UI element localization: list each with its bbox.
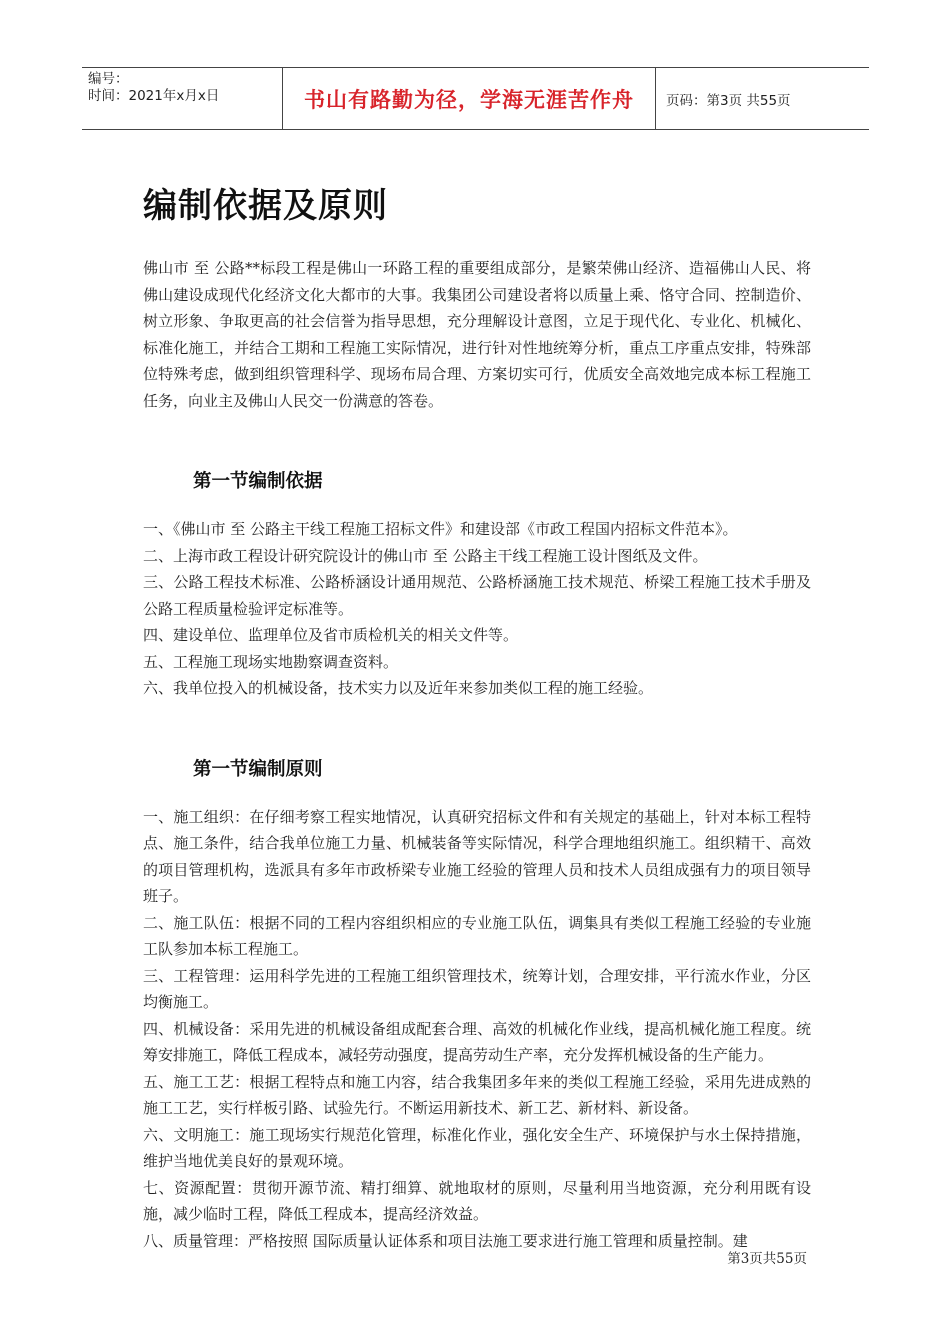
number-label: 编号： xyxy=(88,71,129,87)
header-motto: 书山有路勤为径，学海无涯苦作舟 xyxy=(282,68,656,129)
list-item: 八、质量管理：严格按照 国际质量认证体系和项目法施工要求进行施工管理和质量控制。建 xyxy=(143,1231,748,1250)
list-item: 四、机械设备：采用先进的机械设备组成配套合理、高效的机械化作业线，提高机械化施工程度。统筹安排施工，降低工程成本，减轻劳动强度，提高劳动生产率，充分发挥机械设备的生产能力。 xyxy=(143,1019,811,1064)
list-item: 三、工程管理：运用科学先进的工程施工组织管理技术，统筹计划，合理安排，平行流水作业，分区均衡施工。 xyxy=(143,966,811,1011)
list-item: 五、工程施工现场实地勘察调查资料。 xyxy=(143,652,399,671)
list-item: 一、《佛山市 至 公路主干线工程施工招标文件》和建设部《市政工程国内招标文件范本》。 xyxy=(143,520,738,538)
time-label: 时间：2021年x月x日 xyxy=(88,88,220,104)
list-item: 二、施工队伍：根据不同的工程内容组织相应的专业施工队伍，调集具有类似工程施工经验的专业施工队参加本标工程施工。 xyxy=(143,913,811,958)
list-item: 六、我单位投入的机械设备，技术实力以及近年来参加类似工程的施工经验。 xyxy=(143,679,654,697)
list-item: 二、上海市政工程设计研究院设计的佛山市 至 公路主干线工程施工设计图纸及文件。 xyxy=(143,546,708,565)
list-item: 一、施工组织：在仔细考察工程实地情况，认真研究招标文件和有关规定的基础上，针对本标工程特点、施工条件，结合我单位施工力量、机械装备等实际情况，科学合理地组织施工。组织精干、高效的项目管理机构，选派具有多年市政桥梁专业施工经验的管理人员和技术人员组成强有力的项目领导班子。 xyxy=(143,807,811,905)
document-body xyxy=(143,160,811,1254)
list-item: 三、公路工程技术标准、公路桥涵设计通用规范、公路桥涵施工技术规范、桥梁工程施工技术手册及公路工程质量检验评定标准等。 xyxy=(143,573,811,618)
list-item: 七、资源配置：贯彻开源节流、精打细算、就地取材的原则，尽量利用当地资源，充分利用既有设施，减少临时工程，降低工程成本，提高经济效益。 xyxy=(143,1178,811,1223)
section-heading-basis: 第一节编制依据 xyxy=(193,471,323,492)
list-item: 四、建设单位、监理单位及省市质检机关的相关文件等。 xyxy=(143,626,519,644)
list-item: 六、文明施工：施工现场实行规范化管理，标准化作业，强化安全生产、环境保护与水土保持措施，维护当地优美良好的景观环境。 xyxy=(143,1125,811,1170)
header-meta xyxy=(82,68,282,129)
page-title: 编制依据及原则 xyxy=(143,186,388,226)
page-header xyxy=(82,67,869,130)
list-item: 五、施工工艺：根据工程特点和施工内容，结合我集团多年来的类似工程施工经验，采用先进成熟的施工工艺，实行样板引路、试验先行。不断运用新技术、新工艺、新材料、新设备。 xyxy=(143,1072,811,1117)
section-heading-principles: 第一节编制原则 xyxy=(193,758,323,780)
header-page-label: 页码：第3页 共55页 xyxy=(666,92,791,109)
page-footer: 第3页共55页 xyxy=(727,1251,807,1267)
intro-paragraph: 佛山市 至 公路**标段工程是佛山一环路工程的重要组成部分，是繁荣佛山经济、造福佛山人民、将佛山建设成现代化经济文化大都市的大事。我集团公司建设者将以质量上乘、恪守合同、控制造价、树立形象、争取更高的社会信誉为指导思想，充分理解设计意图，立足于现代化、专业化、机械化、标准化施工，并结合工期和工程施工实际情况，进行针对性地统筹分析，重点工序重点安排，特殊部位特殊考虑，做到组织管理科学、现场布局合理、方案切实可行，优质安全高效地完成本标工程施工任务，向业主及佛山人民交一份满意的答卷。 xyxy=(143,259,811,410)
